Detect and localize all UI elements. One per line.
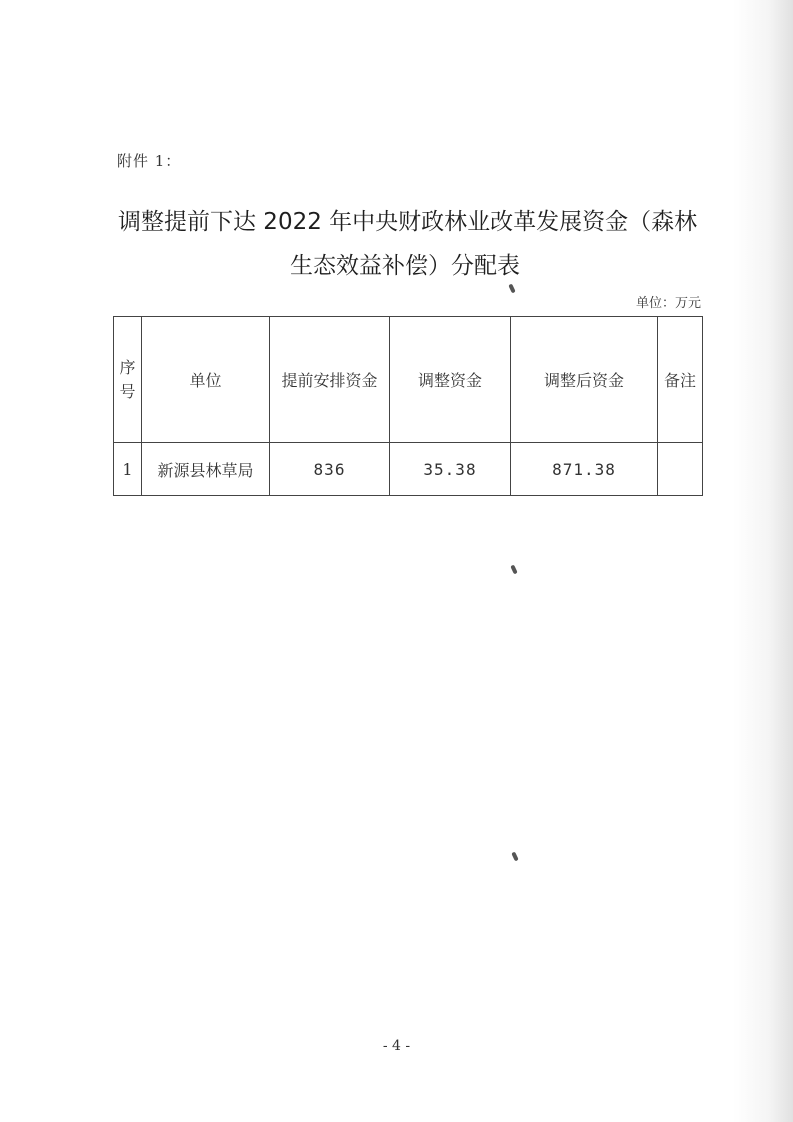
cell-adjusted-funds: 871.38 [511,443,658,496]
title-line-1: 调整提前下达 2022 年中央财政林业改革发展资金（森林 [118,209,698,235]
header-seq-char-1: 序 [119,357,136,377]
header-advance-funds: 提前安排资金 [270,317,390,443]
cell-remarks [658,443,703,496]
header-seq [114,317,142,443]
header-remarks: 备注 [658,317,703,443]
table-row [114,443,703,496]
title-line-2: 生态效益补偿）分配表 [290,253,520,279]
page-number: - 4 - [382,1038,411,1054]
allocation-table [113,316,703,496]
cell-adjustment-funds: 35.38 [390,443,511,496]
header-adjusted-funds: 调整后资金 [511,317,658,443]
header-unit: 单位 [142,317,270,443]
cell-advance-funds: 836 [270,443,390,496]
unit-label: 单位：万元 [635,296,701,311]
attachment-label: 附件 1： [117,152,182,170]
scan-speck [511,852,518,862]
cell-seq: 1 [114,443,142,496]
header-adjustment-funds: 调整资金 [390,317,511,443]
document-title [110,200,700,288]
scan-edge-shadow [733,0,793,1122]
cell-unit: 新源县林草局 [142,443,270,496]
header-seq-char-2: 号 [119,381,136,401]
table-header-row [114,317,703,443]
scan-speck [510,565,517,575]
